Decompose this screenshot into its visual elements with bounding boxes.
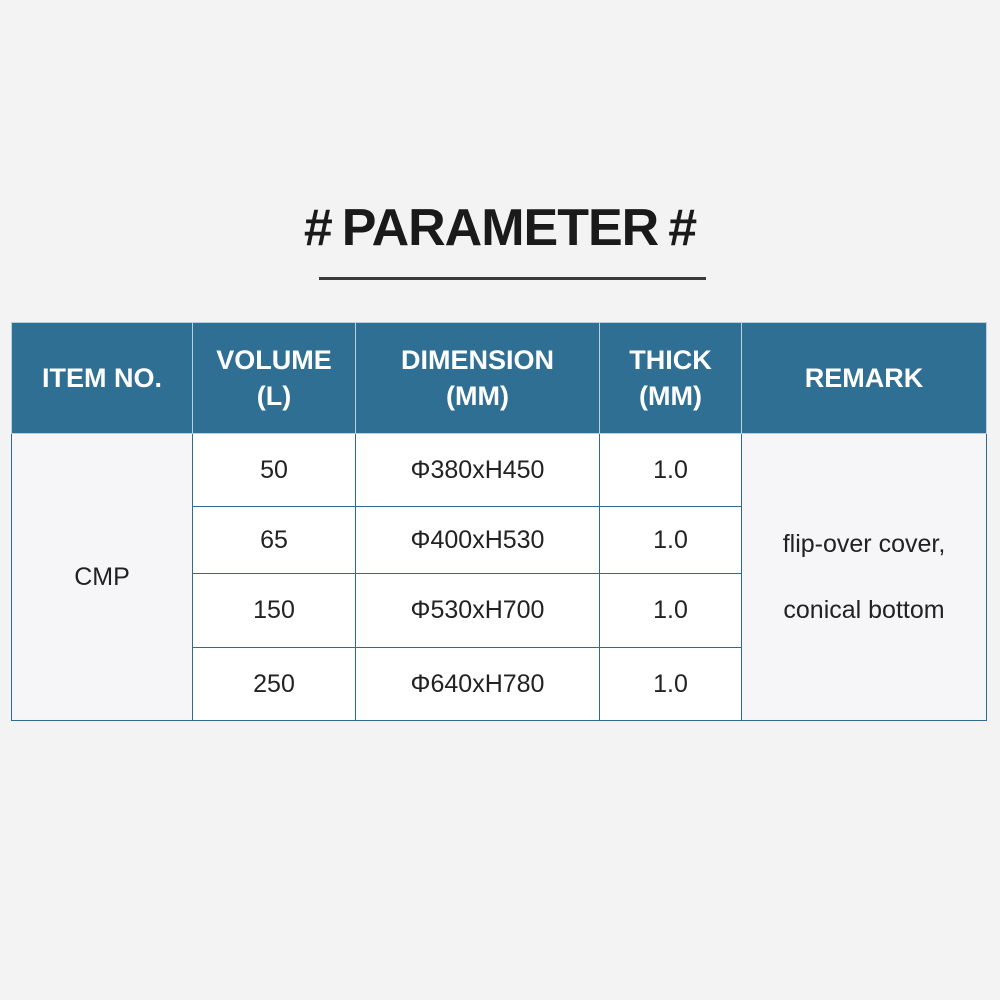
remark-line-1: flip-over cover, xyxy=(782,530,946,558)
dimension-cell: Φ380xH450 xyxy=(356,434,600,507)
title-underline xyxy=(319,277,706,280)
header-dimension: DIMENSION (MM) xyxy=(356,323,600,434)
parameter-table xyxy=(11,322,987,721)
header-remark: REMARK xyxy=(742,323,987,434)
header-thick: THICK (MM) xyxy=(600,323,742,434)
header-item-no: ITEM NO. xyxy=(12,323,193,434)
thick-cell: 1.0 xyxy=(600,574,742,648)
table-header-row xyxy=(12,323,987,434)
dimension-cell: Φ400xH530 xyxy=(356,507,600,574)
title-right-hash: # xyxy=(668,199,697,257)
item-no-cell: CMP xyxy=(12,434,193,721)
page-title xyxy=(0,196,1000,260)
dimension-cell: Φ640xH780 xyxy=(356,648,600,721)
volume-cell: 250 xyxy=(193,648,356,721)
table-row xyxy=(12,434,987,507)
volume-cell: 50 xyxy=(193,434,356,507)
volume-cell: 150 xyxy=(193,574,356,648)
thick-cell: 1.0 xyxy=(600,507,742,574)
thick-cell: 1.0 xyxy=(600,434,742,507)
header-volume: VOLUME (L) xyxy=(193,323,356,434)
remark-line-2: conical bottom xyxy=(783,596,945,624)
title-text: PARAMETER xyxy=(341,199,659,257)
dimension-cell: Φ530xH700 xyxy=(356,574,600,648)
volume-cell: 65 xyxy=(193,507,356,574)
thick-cell: 1.0 xyxy=(600,648,742,721)
remark-cell xyxy=(742,434,987,721)
title-left-hash: # xyxy=(303,199,332,257)
